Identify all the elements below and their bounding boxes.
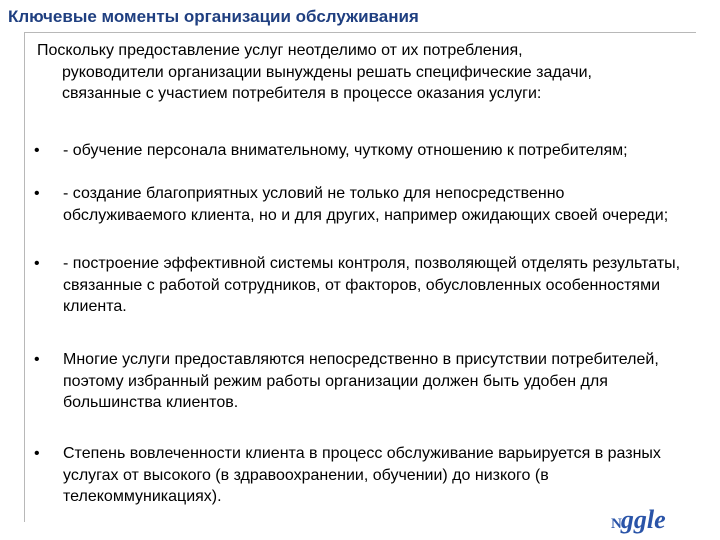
- slide-title: Ключевые моменты организации обслуживания: [8, 7, 419, 26]
- bullet-text: - создание благоприятных условий не только для непосредственно обслуживаемого клиента, но и для других, например ожидающих своей очереди;: [63, 185, 669, 224]
- bullet-item-control-system: [34, 253, 684, 318]
- intro-paragraph: [37, 40, 667, 105]
- brand-logo: [611, 505, 720, 540]
- bullet-text: - построение эффективной системы контроля, позволяющей отделять результаты, связанные с работой сотрудников, от факторов, обусловленных особенностями клиента.: [63, 255, 681, 315]
- bullet-marker: •: [34, 185, 40, 202]
- bullet-marker: •: [34, 445, 40, 462]
- bullet-item-favorable-conditions: [34, 183, 684, 226]
- bullet-marker: •: [34, 255, 40, 272]
- logo-mark: N: [611, 516, 621, 532]
- bullet-item-staff-training: [34, 140, 684, 162]
- intro-first-line: Поскольку предоставление услуг неотделимо от их потребления,: [37, 42, 523, 59]
- bullet-item-customer-presence: [34, 349, 684, 414]
- bullet-text: Степень вовлеченности клиента в процесс обслуживание варьируется в разных услугах от высокого (в здравоохранении, обучении) до низкого (в телекоммуникациях).: [63, 445, 661, 505]
- bullet-item-involvement-degree: [34, 443, 684, 508]
- bullet-text: Многие услуги предоставляются непосредственно в присутствии потребителей, поэтому избранный режим работы организации должен быть удобен для большинства клиентов.: [63, 351, 659, 411]
- bullet-marker: •: [34, 351, 40, 368]
- logo-text: ggle: [620, 505, 666, 534]
- bullet-marker: •: [34, 142, 40, 159]
- bullet-text: - обучение персонала внимательному, чуткому отношению к потребителям;: [63, 142, 628, 159]
- intro-continuation: руководители организации вынуждены решать специфические задачи, связанные с участием потребителя в процессе оказания услуги:: [62, 63, 592, 102]
